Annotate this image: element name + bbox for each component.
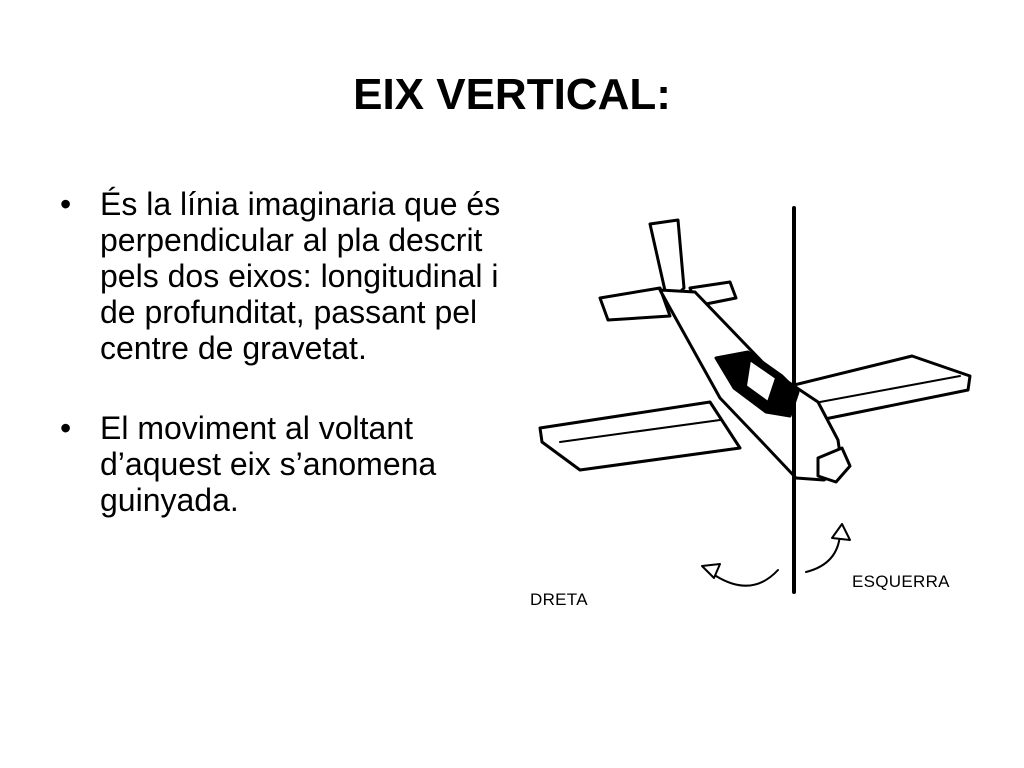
bullet-item-movement [58,410,508,518]
bullet-icon: • [60,186,72,222]
airplane-figure [520,180,1000,620]
bullet-text-movement: El moviment al voltant d’aquest eix s’anomena guinyada. [100,410,437,518]
left-wing [540,402,740,470]
rotation-arrow-right [806,534,840,572]
airplane-yaw-icon [520,180,1000,620]
slide-title: EIX VERTICAL: [353,70,671,119]
label-dreta: DRETA [530,590,588,609]
label-esquerra: ESQUERRA [852,572,950,591]
bullet-text-definition: És la línia imaginaria que és perpendicular al pla descrit pels dos eixos: longitudinal i de profunditat, passant pel centre de gravetat. [100,186,501,366]
rotation-arrow-left [716,570,778,586]
stabilizer-left [600,288,670,320]
bullet-list [58,186,508,562]
bullet-icon: • [60,410,72,446]
bullet-item-definition [58,186,508,366]
